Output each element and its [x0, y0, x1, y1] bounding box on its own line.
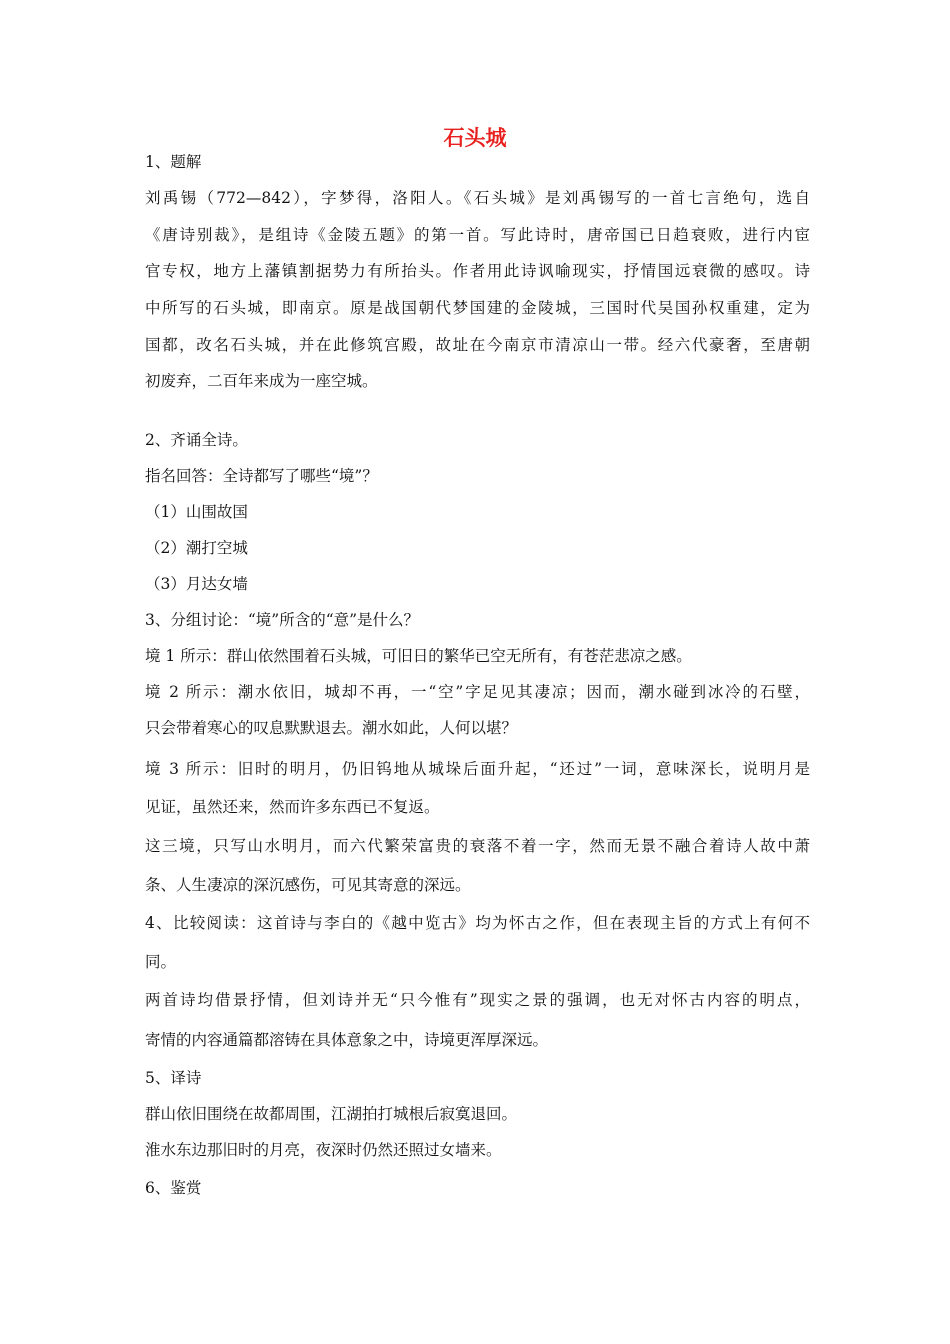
paragraph-line: 境 1 所示：群山依然围着石头城，可旧日的繁华已空无所有，有苍茫悲凉之感。: [145, 647, 692, 665]
translation-line: 群山依旧围绕在故都周围，江湖拍打城根后寂寞退回。: [145, 1105, 518, 1123]
question-line: 指名回答：全诗都写了哪些“境”？: [145, 467, 378, 485]
list-item: （1）山围故国: [145, 503, 248, 521]
paragraph-line: 《唐诗别裁》，是组诗《金陵五题》的第一首。写此诗时，唐帝国已日趋衰败，进行内宦: [145, 226, 810, 244]
paragraph-line: 见证，虽然还来，然而许多东西已不复返。: [145, 798, 440, 816]
list-item: （3）月达女墙: [145, 575, 248, 593]
translation-line: 淮水东边那旧时的月亮，夜深时仍然还照过女墙来。: [145, 1141, 502, 1159]
paragraph-line: 刘禹锡（772—842），字梦得，洛阳人。《石头城》是刘禹锡写的一首七言绝句，选自: [145, 189, 810, 207]
list-item: （2）潮打空城: [145, 539, 248, 557]
section-heading-3: 3、分组讨论：“境”所含的“意”是什么？: [145, 611, 420, 629]
paragraph-line: 中所写的石头城，即南京。原是战国朝代梦国建的金陵城，三国时代吴国孙权重建，定为: [145, 299, 810, 317]
paragraph-line: 境 2 所示：潮水依旧，城却不再，一“空”字足见其凄凉；因而，潮水碰到冰冷的石壁，: [145, 683, 810, 701]
paragraph-line: 国都，改名石头城，并在此修筑宫殿，故址在今南京市清凉山一带。经六代豪奢，至唐朝: [145, 336, 810, 354]
paragraph-line: 两首诗均借景抒情，但刘诗并无“只今惟有”现实之景的强调，也无对怀古内容的明点，: [145, 991, 810, 1009]
paragraph-line: 境 3 所示：旧时的明月，仍旧钨地从城垛后面升起，“还过”一词，意味深长，说明月是: [145, 760, 810, 778]
section-heading-5: 5、译诗: [145, 1069, 202, 1087]
section-heading-1: 1、题解: [145, 153, 202, 171]
paragraph-line: 初废弃，二百年来成为一座空城。: [145, 372, 378, 390]
paragraph-line: 寄情的内容通篇都溶铸在具体意象之中，诗境更浑厚深远。: [145, 1031, 549, 1049]
section-heading-6: 6、鉴赏: [145, 1179, 202, 1197]
document-title: 石头城: [443, 126, 507, 150]
section-heading-2: 2、齐诵全诗。: [145, 431, 248, 449]
paragraph-line: 条、人生凄凉的深沉感伤，可见其寄意的深远。: [145, 876, 471, 894]
paragraph-line: 只会带着寒心的叹息默默退去。潮水如此，人何以堪？: [145, 719, 518, 737]
paragraph-line: 这三境，只写山水明月，而六代繁荣富贵的衰落不着一字，然而无景不融合着诗人故中萧: [145, 837, 810, 855]
paragraph-line: 官专权，地方上藩镇割据势力有所抬头。作者用此诗讽喻现实，抒情国远衰微的感叹。诗: [145, 262, 810, 280]
section-heading-4-cont: 同。: [145, 953, 177, 971]
section-heading-4: 4、比较阅读：这首诗与李白的《越中览古》均为怀古之作，但在表现主旨的方式上有何不: [145, 914, 810, 932]
